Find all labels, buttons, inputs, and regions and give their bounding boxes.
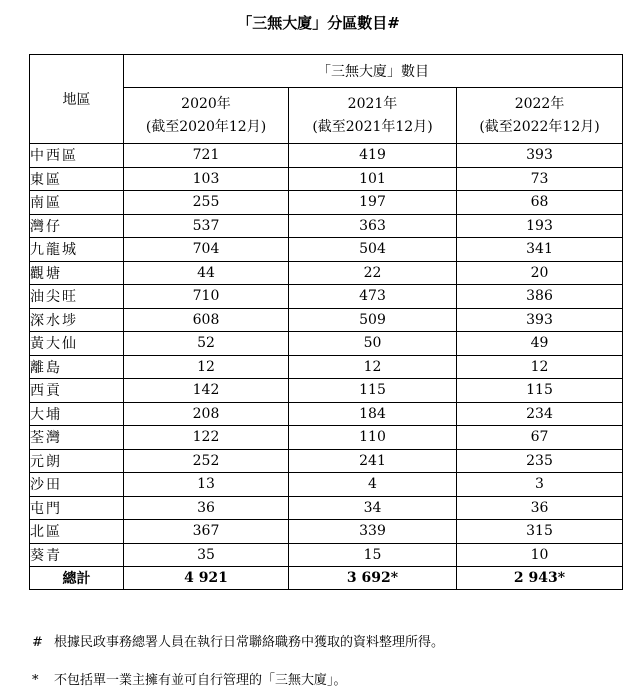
footnote-mark: * <box>32 673 39 688</box>
count-2020-cell: 367 <box>124 520 289 544</box>
count-2022-cell: 12 <box>457 355 623 379</box>
count-2022-cell: 68 <box>457 191 623 215</box>
total-2020: 4 921 <box>124 567 289 590</box>
count-2022-cell: 36 <box>457 496 623 520</box>
table-row <box>30 379 623 403</box>
count-2020-cell: 122 <box>124 426 289 450</box>
year-sublabel: (截至2020年12月) <box>145 118 267 135</box>
count-2021-cell: 101 <box>289 167 457 191</box>
district-cell: 觀塘 <box>30 261 124 285</box>
count-2022-cell: 10 <box>457 543 623 567</box>
count-2022-cell: 235 <box>457 449 623 473</box>
count-2020-cell: 52 <box>124 332 289 356</box>
count-2021-cell: 50 <box>289 332 457 356</box>
count-2020-cell: 255 <box>124 191 289 215</box>
count-2020-cell: 252 <box>124 449 289 473</box>
count-2022-cell: 393 <box>457 144 623 168</box>
table-row <box>30 473 623 497</box>
table-row <box>30 355 623 379</box>
count-2022-cell: 115 <box>457 379 623 403</box>
table-row <box>30 308 623 332</box>
district-cell: 中西區 <box>30 144 124 168</box>
count-2022-cell: 67 <box>457 426 623 450</box>
page-title: 「三無大廈」分區數目# <box>237 14 400 32</box>
group-header: 「三無大廈」數目 <box>124 55 623 88</box>
table-row <box>30 402 623 426</box>
district-header: 地區 <box>30 55 124 144</box>
count-2020-cell: 44 <box>124 261 289 285</box>
district-cell: 大埔 <box>30 402 124 426</box>
district-cell: 南區 <box>30 191 124 215</box>
count-2020-cell: 142 <box>124 379 289 403</box>
count-2021-cell: 197 <box>289 191 457 215</box>
table-row <box>30 238 623 262</box>
district-cell: 北區 <box>30 520 124 544</box>
year-header-2021 <box>289 88 457 144</box>
count-2020-cell: 13 <box>124 473 289 497</box>
count-2021-cell: 363 <box>289 214 457 238</box>
district-cell: 荃灣 <box>30 426 124 450</box>
district-cell: 九龍城 <box>30 238 124 262</box>
district-cell: 深水埗 <box>30 308 124 332</box>
count-2022-cell: 341 <box>457 238 623 262</box>
year-sublabel: (截至2021年12月) <box>312 118 433 135</box>
table-row <box>30 191 623 215</box>
table-row <box>30 496 623 520</box>
year-label: 2020年 <box>181 95 231 112</box>
table-body <box>30 144 623 567</box>
count-2021-cell: 15 <box>289 543 457 567</box>
count-2021-cell: 22 <box>289 261 457 285</box>
count-2020-cell: 36 <box>124 496 289 520</box>
year-label: 2022年 <box>514 95 565 112</box>
district-cell: 元朗 <box>30 449 124 473</box>
district-cell: 灣仔 <box>30 214 124 238</box>
table-row <box>30 261 623 285</box>
district-cell: 離島 <box>30 355 124 379</box>
count-2020-cell: 12 <box>124 355 289 379</box>
count-2022-cell: 386 <box>457 285 623 309</box>
footnote-asterisk <box>32 669 347 688</box>
table-row <box>30 449 623 473</box>
count-2022-cell: 73 <box>457 167 623 191</box>
count-2021-cell: 509 <box>289 308 457 332</box>
count-2021-cell: 12 <box>289 355 457 379</box>
footnote-mark: # <box>32 635 43 650</box>
count-2020-cell: 537 <box>124 214 289 238</box>
count-2020-cell: 710 <box>124 285 289 309</box>
district-cell: 沙田 <box>30 473 124 497</box>
count-2020-cell: 721 <box>124 144 289 168</box>
footnote-text: 根據民政事務總署人員在執行日常聯絡職務中獲取的資料整理所得。 <box>54 635 445 650</box>
count-2020-cell: 704 <box>124 238 289 262</box>
table-row <box>30 214 623 238</box>
year-label: 2021年 <box>347 95 398 112</box>
table-row <box>30 167 623 191</box>
district-cell: 東區 <box>30 167 124 191</box>
table-row <box>30 285 623 309</box>
count-2020-cell: 208 <box>124 402 289 426</box>
footnote-hash <box>32 631 444 650</box>
count-2021-cell: 184 <box>289 402 457 426</box>
buildings-table <box>29 54 623 590</box>
count-2020-cell: 608 <box>124 308 289 332</box>
district-cell: 西貢 <box>30 379 124 403</box>
footnote-text: 不包括單一業主擁有並可自行管理的「三無大廈」。 <box>54 673 347 688</box>
table-row <box>30 520 623 544</box>
count-2022-cell: 234 <box>457 402 623 426</box>
count-2022-cell: 3 <box>457 473 623 497</box>
total-label: 總計 <box>30 567 124 590</box>
count-2021-cell: 34 <box>289 496 457 520</box>
table-row <box>30 543 623 567</box>
count-2021-cell: 241 <box>289 449 457 473</box>
count-2021-cell: 115 <box>289 379 457 403</box>
district-cell: 黃大仙 <box>30 332 124 356</box>
count-2022-cell: 393 <box>457 308 623 332</box>
count-2020-cell: 35 <box>124 543 289 567</box>
table-row <box>30 332 623 356</box>
year-header-2020 <box>124 88 289 144</box>
count-2021-cell: 339 <box>289 520 457 544</box>
year-sublabel: (截至2022年12月) <box>479 118 600 135</box>
count-2022-cell: 315 <box>457 520 623 544</box>
district-cell: 屯門 <box>30 496 124 520</box>
total-row <box>30 567 623 590</box>
count-2021-cell: 473 <box>289 285 457 309</box>
table-row <box>30 144 623 168</box>
count-2021-cell: 504 <box>289 238 457 262</box>
district-cell: 油尖旺 <box>30 285 124 309</box>
count-2021-cell: 4 <box>289 473 457 497</box>
year-header-2022 <box>457 88 623 144</box>
count-2021-cell: 110 <box>289 426 457 450</box>
count-2022-cell: 193 <box>457 214 623 238</box>
table-row <box>30 426 623 450</box>
count-2022-cell: 20 <box>457 261 623 285</box>
total-2022: 2 943* <box>457 567 623 590</box>
count-2020-cell: 103 <box>124 167 289 191</box>
total-2021: 3 692* <box>289 567 457 590</box>
count-2022-cell: 49 <box>457 332 623 356</box>
count-2021-cell: 419 <box>289 144 457 168</box>
district-cell: 葵青 <box>30 543 124 567</box>
